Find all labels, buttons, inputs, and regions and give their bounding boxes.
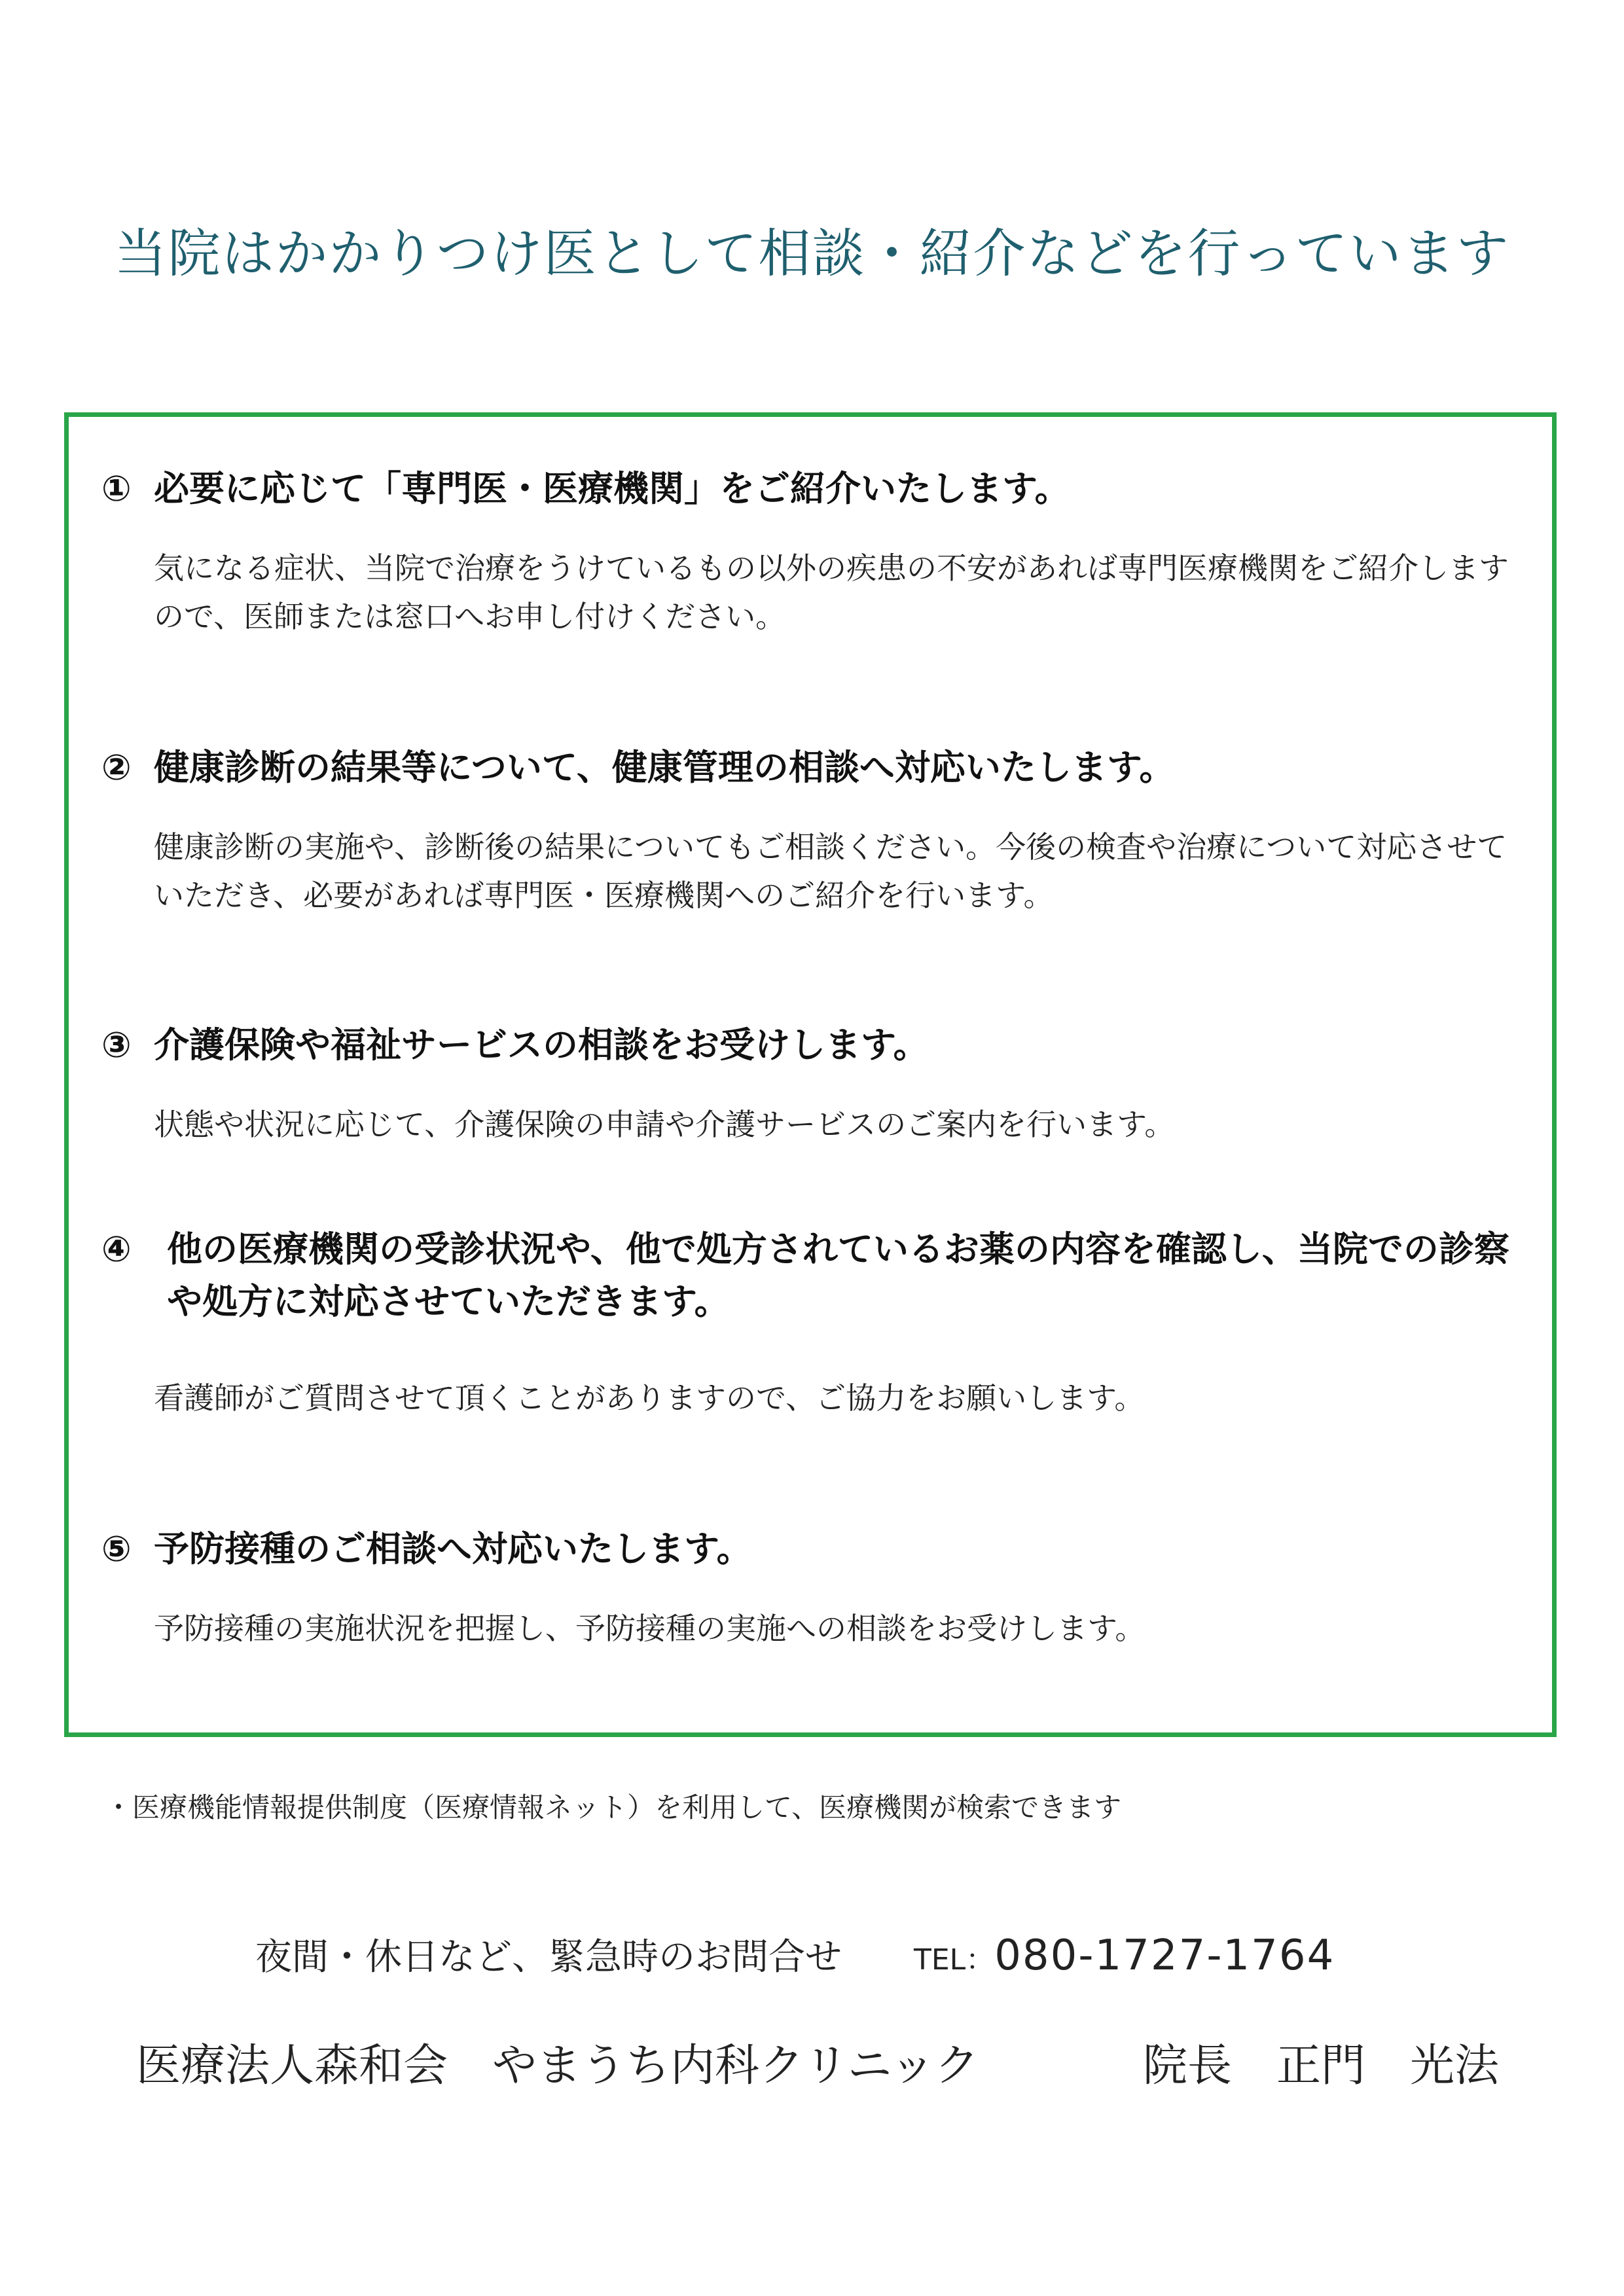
service-item-4 <box>101 1223 1535 1422</box>
footnote: ・医療機能情報提供制度（医療情報ネット）を利用して、医療機関が検索できます <box>105 1791 1122 1823</box>
page-title: 当院はかかりつけ医として相談・紹介などを行っています <box>114 223 1510 284</box>
service-heading-text-2: 健康診断の結果等について、健康管理の相談へ対応いたします。 <box>154 747 1175 788</box>
emergency-text: 夜間・休日など、緊急時のお問合せ <box>255 1936 842 1979</box>
service-heading-5 <box>101 1523 1535 1575</box>
phone-number: 080-1727-1764 <box>994 1931 1335 1980</box>
service-item-3 <box>101 1019 1535 1149</box>
service-heading-text-5: 予防接種のご相談へ対応いたします。 <box>154 1528 752 1570</box>
service-heading-3 <box>101 1019 1535 1071</box>
services-box <box>64 412 1557 1737</box>
service-heading-text-4: 他の医療機関の受診状況や、他で処方されているお薬の内容を確認し、当院での診察や処方に対応させていただきます。 <box>167 1229 1509 1322</box>
director-name: 院長 正門 光法 <box>1143 2040 1500 2092</box>
service-body-4: 看護師がご質問させて頂くことがありますので、ご協力をお願いします。 <box>154 1380 1145 1416</box>
signature <box>136 2037 1498 2096</box>
service-body-3: 状態や状況に応じて、介護保険の申請や介護サービスのご案内を行います。 <box>154 1107 1175 1142</box>
emergency-contact <box>255 1929 1335 1986</box>
service-heading-4 <box>101 1223 1535 1328</box>
service-item-2 <box>101 742 1535 920</box>
service-heading-text-1: 必要に応じて「専門医・医療機関」をご紹介いたします。 <box>154 468 1070 509</box>
service-heading-1 <box>101 463 1535 515</box>
service-number-1: ① <box>101 468 132 509</box>
service-number-3: ③ <box>101 1024 132 1066</box>
service-number-5: ⑤ <box>101 1528 132 1570</box>
service-body-1: 気になる症状、当院で治療をうけているもの以外の疾患の不安があれば専門医療機関をご紹介しますので、医師または窓口へお申し付けください。 <box>154 550 1509 634</box>
service-item-1 <box>101 463 1535 641</box>
clinic-name: 医療法人森和会 やまうち内科クリニック <box>136 2040 979 2092</box>
service-number-4: ④ <box>101 1229 132 1270</box>
service-heading-text-3: 介護保険や福祉サービスの相談をお受けします。 <box>154 1024 929 1066</box>
service-number-2: ② <box>101 747 132 788</box>
service-item-5 <box>101 1523 1535 1653</box>
service-heading-2 <box>101 742 1535 794</box>
service-body-5: 予防接種の実施状況を把握し、予防接種の実施への相談をお受けします。 <box>154 1611 1146 1646</box>
service-body-2: 健康診断の実施や、診断後の結果についてもご相談ください。今後の検査や治療について対応させていただき、必要があれば専門医・医療機関へのご紹介を行います。 <box>154 829 1507 913</box>
tel-label: TEL： <box>914 1943 995 1977</box>
